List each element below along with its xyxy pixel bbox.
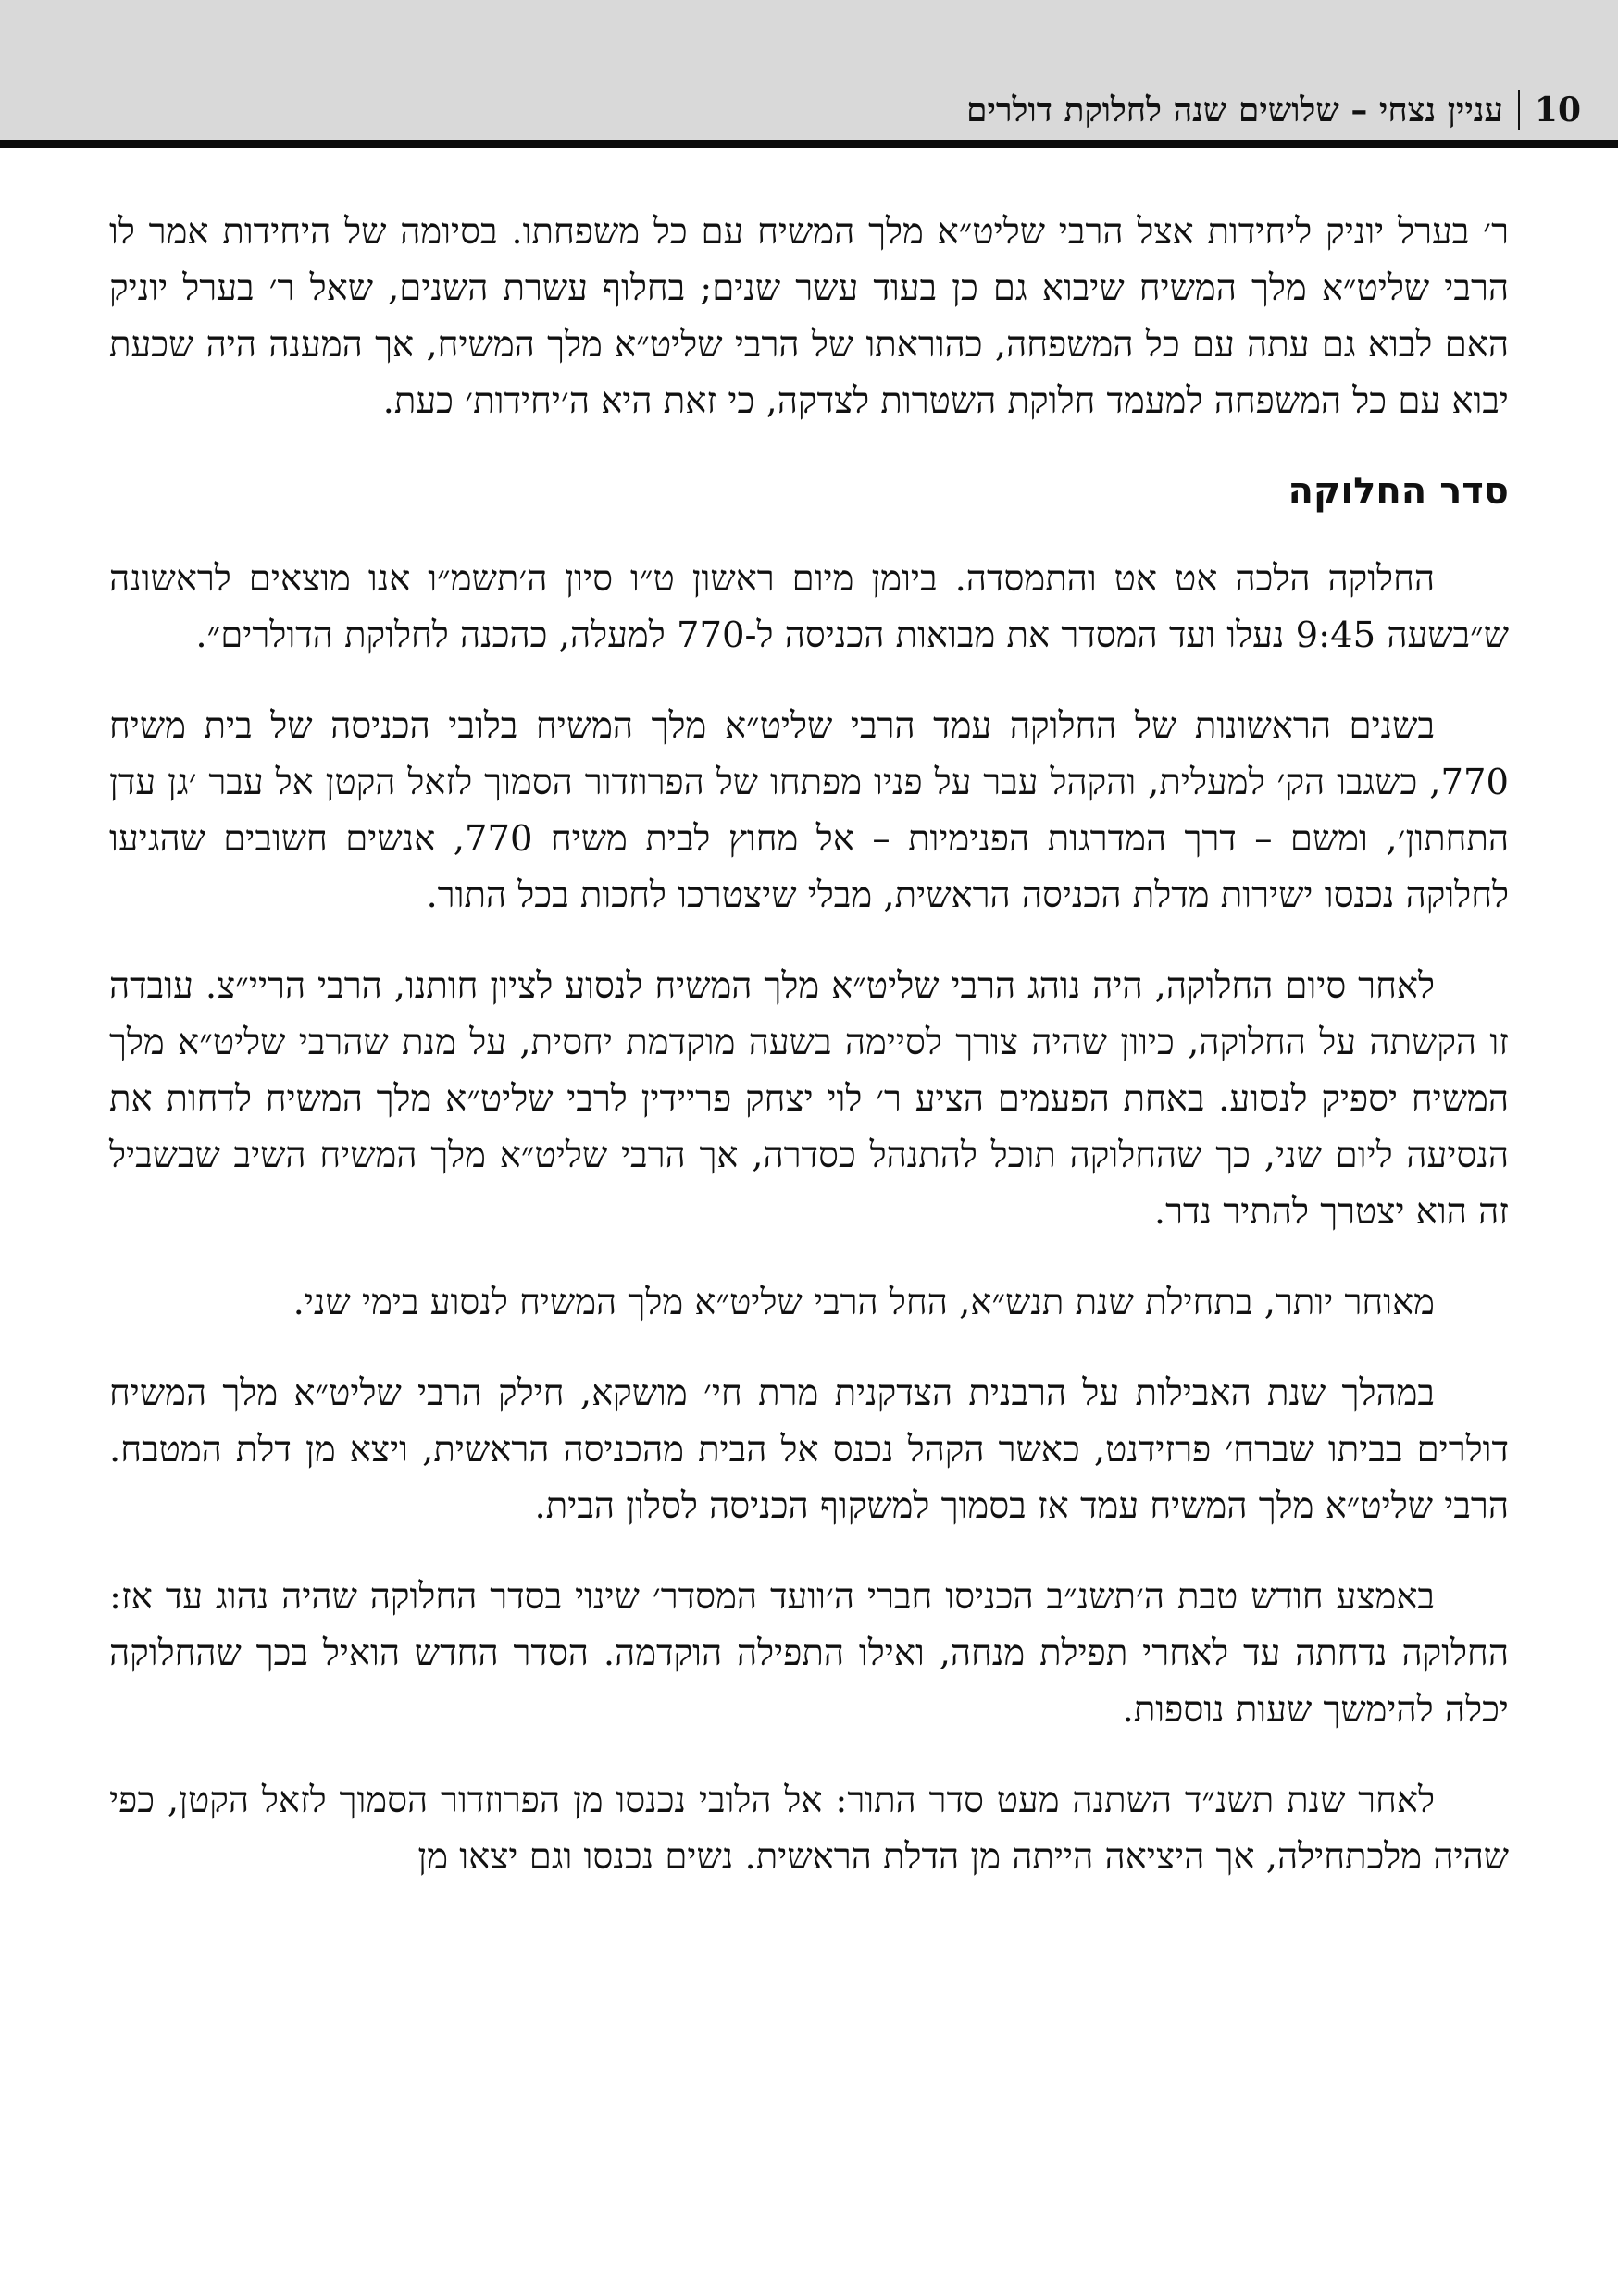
paragraph: לאחר סיום החלוקה, היה נוהג הרבי שליט״א מלך המשיח לנסוע לציון חותנו, הרבי הריי״צ. עובדה זו הקשתה על החלוקה, כיוון שהיה צורך לסיימה בשעה מוקדמת יחסית, על מנת שהרבי שליט״א מלך המשיח יספיק לנסוע. באחת הפעמים הציע ר׳ לוי יצחק פריידין לרבי שליט״א מלך המשיח לדחות את הנסיעה ליום שני, כך שהחלוקה תוכל להתנהל כסדרה, אך הרבי שליט״א מלך המשיח השיב שבשביל זה הוא יצטרך להתיר נדר. <box>109 965 1509 1233</box>
header-separator <box>1518 90 1520 130</box>
paragraph: החלוקה הלכה אט אט והתמסדה. ביומן מיום ראשון ט״ו סיון ה׳תשמ״ו אנו מוצאים לראשונה ש״בשעה 9:45 נעלו ועד המסדר את מבואות הכניסה ל-770 למעלה, כהכנה לחלוקת הדולרים״. <box>109 558 1509 656</box>
section-title: סדר החלוקה <box>1288 470 1509 513</box>
paragraph: מאוחר יותר, בתחילת שנת תנש״א, החל הרבי שליט״א מלך המשיח לנסוע בימי שני. <box>292 1282 1435 1323</box>
paragraph-continued: ר׳ בערל יוניק ליחידות אצל הרבי שליט״א מלך המשיח עם כל משפחתו. בסיומה של היחידות אמר לו הרבי שליט״א מלך המשיח שיבוא גם כן בעוד עשר שנים; בחלוף עשרת השנים, שאל ר׳ בערל יוניק האם לבוא גם עתה עם כל המשפחה, כהוראתו של הרבי שליט״א מלך המשיח, אך המענה היה שכעת יבוא עם כל המשפחה למעמד חלוקת השטרות לצדקה, כי זאת היא ה׳יחידות׳ כעת. <box>109 211 1509 422</box>
page-number: 10 <box>1534 91 1581 130</box>
header-line <box>966 90 1581 130</box>
running-title: עניין נצחי – שלושים שנה לחלוקת דולרים <box>966 91 1503 130</box>
page-header <box>0 0 1618 148</box>
page-body <box>109 204 1509 1919</box>
paragraph: בשנים הראשונות של החלוקה עמד הרבי שליט״א מלך המשיח בלובי הכניסה של בית משיח 770, כשגבו הק׳ למעלית, והקהל עבר על פניו מפתחו של הפרוזדור הסמוך לזאל הקטן אל עבר ׳גן עדן התחתון׳, ומשם – דרך המדרגות הפנימיות – אל מחוץ לבית משיח 770, אנשים חשובים שהגיעו לחלוקה נכנסו ישירות מדלת הכניסה הראשית, מבלי שיצטרכו לחכות בכל התור. <box>109 705 1509 916</box>
paragraph: באמצע חודש טבת ה׳תשנ״ב הכניסו חברי ה׳וועד המסדר׳ שינוי בסדר החלוקה שהיה נהוג עד אז: החלוקה נדחתה עד לאחרי תפילת מנחה, ואילו התפילה הוקדמה. הסדר החדש הואיל בכך שהחלוקה יכלה להימשך שעות נוספות. <box>109 1576 1509 1731</box>
paragraph: לאחר שנת תשנ״ד השתנה מעט סדר התור: אל הלובי נכנסו מן הפרוזדור הסמוך לזאל הקטן, כפי שהיה מלכתחילה, אך היציאה הייתה מן הדלת הראשית. נשים נכנסו וגם יצאו מן <box>109 1780 1509 1878</box>
paragraph: במהלך שנת האבילות על הרבנית הצדקנית מרת חי׳ מושקא, חילק הרבי שליט״א מלך המשיח דולרים בביתו שברח׳ פרזידנט, כאשר הקהל נכנס אל הבית מהכניסה הראשית, ויצא מן דלת המטבח. הרבי שליט״א מלך המשיח עמד אז בסמוך למשקוף הכניסה לסלון הבית. <box>109 1372 1509 1527</box>
